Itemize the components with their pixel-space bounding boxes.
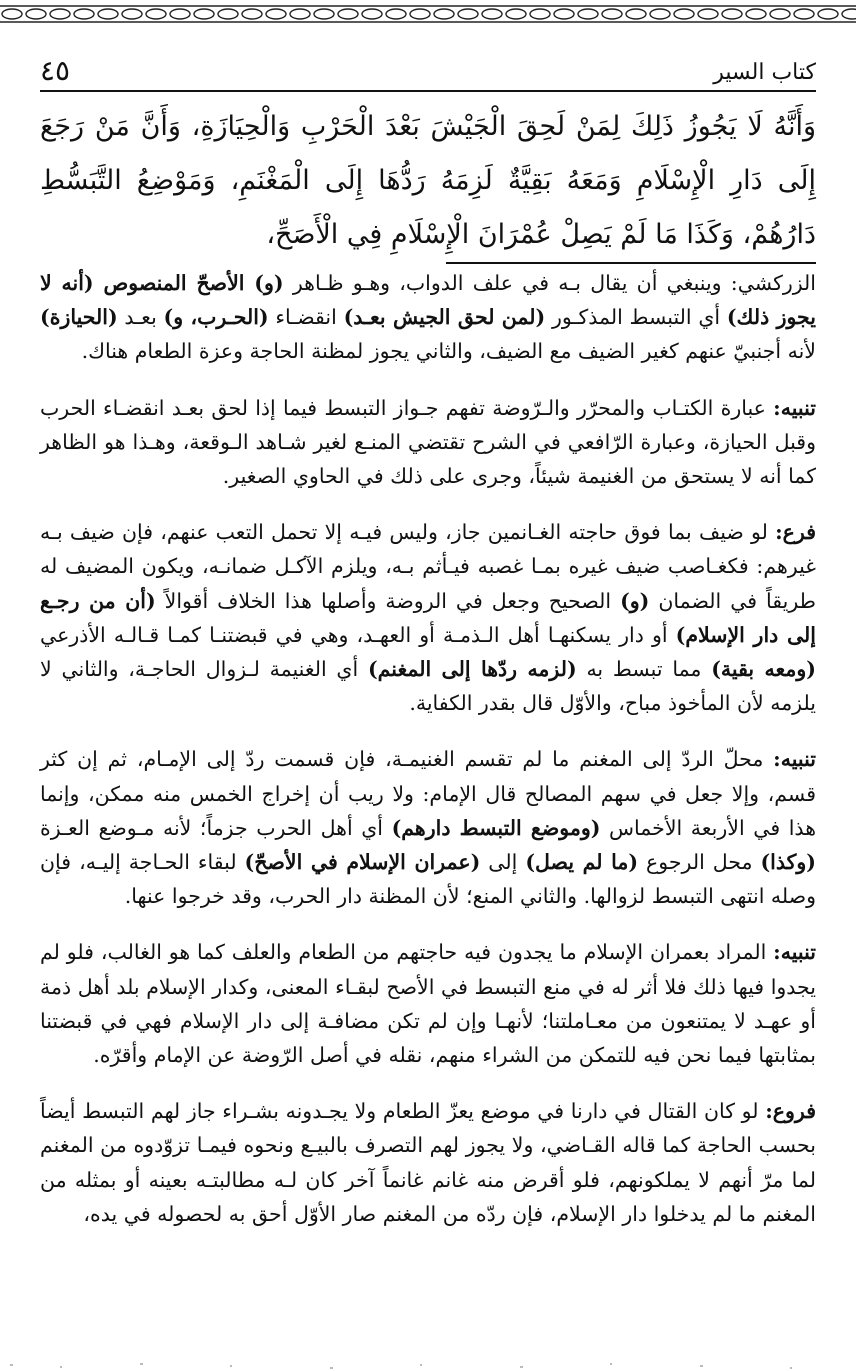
- plain-text: الصحيح وجعل في الروضة وأصلها هذا الخلاف أقوالاً: [155, 588, 621, 613]
- plain-text: مما تبسط به: [576, 657, 712, 682]
- plain-text: أو دار يسكنهـا أهل الـذمـة أو العهـد، وهي في قبضتنـا كمـا قـالـه الأذرعي: [40, 622, 676, 647]
- matn-quote: (لزمه ردّها إلى المغنم): [367, 657, 577, 682]
- commentary-paragraph-5: [40, 935, 816, 1072]
- matn-quote: (لمن لحق الجيش بعـد): [343, 305, 546, 330]
- plain-text: انقضـاء: [268, 305, 344, 330]
- plain-text: المراد بعمران الإسلام ما يجدون فيه حاجتهم من الطعام والعلف كما هو الغالب، فلو لم يجدوا فيها ذلك فلا أثر له في منع التبسط في الأصح لبقـاء المعنى، وكدار الإسلام بلد أهل ذمة أو عهـد لا يمتنعون من معـاملتنا؛ لأنهـا وإن لم تكن مضافـة إلى دار الإسلام فهي في قبضتنا بمثابتها فيما نحن فيه للتمكن من الشراء منهم، نقله في أصل الرّوضة عن الإمام وأقرّه.: [40, 940, 816, 1068]
- page-header: [40, 52, 816, 92]
- book-title: كتاب السير: [713, 60, 816, 85]
- plain-text: محلّ الردّ إلى المغنم ما لم تقسم الغنيمـة، فإن قسمت ردّ إلى الإمـام، ثم إن كثر قسم، وإلا جعل في سهم المصالح قال الإمام: ولا ريب أن إخراج الخمس منه ممكن، وإنما هذا في الأربعة الأخماس: [40, 747, 816, 840]
- scan-edge-noise: [0, 1357, 856, 1371]
- plain-text: محل الرجوع: [638, 850, 761, 875]
- plain-text: أي أهل الحرب جزماً؛ لأنه مـوضع العـزة: [40, 815, 392, 840]
- matn-quote: (ومعه بقية): [711, 657, 816, 682]
- plain-text: بعـد: [117, 305, 164, 330]
- top-border-ornament: [0, 0, 856, 40]
- commentary: [40, 266, 816, 1231]
- matn-quote: (وموضع التبسط دارهم): [391, 815, 601, 840]
- plain-text: لو ضيف بما فوق حاجته الغـانمين جاز، وليس فيـه إلا تحمل التعب عنهم، فإن ضيف بـه غيرهم: فكغـاصب ضيف غيره بمـا غصبه فيـأثم بـه، ويلزم الآكـل ضمانـه، ويكون المضيف له طريقاً في الضمان: [40, 520, 816, 613]
- matn-quote: (و) الأصحّ المنصوص (أنه لا يجوز ذلك): [40, 271, 816, 330]
- commentary-paragraph-1: [40, 266, 816, 369]
- matn-quote: (عمران الإسلام في الأصحّ): [244, 850, 481, 875]
- matn-divider: [446, 262, 816, 264]
- page-number: ٤٥: [40, 54, 71, 87]
- plain-text: إلى: [480, 850, 526, 875]
- plain-text: عبارة الكتـاب والمحرّر والـرّوضة تفهم جـواز التبسط فيما إذا لحق بعـد انقضـاء الحرب وقبل الحيازة، وعبارة الرّافعي في الشرح تقتضي المنـع لغير شـاهد الـوقعة، وهـذا هو الظاهر كما أنه لا يستحق من الغنيمة شيئاً، وجرى على ذلك في الحاوي الصغير.: [40, 395, 816, 489]
- matn-quote: (الحيازة): [40, 305, 118, 330]
- matn-quote: (وكذا): [760, 850, 816, 875]
- plain-text: أي الغنيمة لـزوال الحاجـة، والثاني لا يلزمه لأن المأخوذ مباح، والأوّل قال بقدر الكفاية.: [40, 657, 816, 716]
- commentary-paragraph-2: [40, 391, 816, 494]
- plain-text: لبقاء الحـاجة إليـه، فإن وصله انتهى التبسط لزوالها. والثاني المنع؛ لأن المظنة دار الحرب، وقد خرجوا عنها.: [40, 850, 816, 909]
- matn-quote: (الحـرب، و): [163, 305, 269, 330]
- plain-text: الزركشي: وينبغي أن يقال بـه في علف الدواب، وهـو ظـاهر: [283, 271, 816, 295]
- commentary-paragraph-4: [40, 742, 816, 913]
- plain-text: لأنه أجنبيّ عنهم كغير الضيف مع الضيف، والثاني يجوز لمظنة الحاجة وعزة الطعام هناك.: [81, 339, 816, 364]
- note-label: تنبيه:: [773, 395, 816, 420]
- commentary-paragraph-3: [40, 515, 816, 720]
- plain-text: لو كان القتال في دارنا في موضع يعزّ الطعام ولا يجـدونه بشـراء جاز لهم التبسط أيضاً بحسب الحاجة كما قاله القـاضي، ولا يجوز لهم التصرف بالبيـع ونحوه فيمـا تزوّدوه من المغنم لما مرّ أنهم لا يملكونهم، فلو أقرض منه غانم غانماً آخر كان لـه مطالبتـه بعينه أو بمثله من المغنم ما لم يدخلوا دار الإسلام، فإن ردّه من المغنم صار الأوّل أحق به لحصوله في يده،: [40, 1099, 816, 1226]
- commentary-paragraph-6: [40, 1094, 816, 1231]
- note-label: تنبيه:: [773, 747, 816, 772]
- matn-quote: (و): [620, 588, 650, 613]
- note-label: تنبيه:: [773, 940, 816, 965]
- note-label: فروع:: [765, 1099, 816, 1124]
- matn-text: وَأَنَّهُ لَا يَجُوزُ ذَلِكَ لِمَنْ لَحِقَ الْجَيْشَ بَعْدَ الْحَرْبِ وَالْحِيَازَةِ، وَأَنَّ مَنْ رَجَعَ إِلَى دَارِ الْإِسْلَامِ وَمَعَهُ بَقِيَّةٌ لَزِمَهُ رَدُّهَا إِلَى الْمَغْنَمِ، وَمَوْضِعُ التَّبَسُّطِ دَارُهُمْ، وَكَذَا مَا لَمْ يَصِلْ عُمْرَانَ الْإِسْلَامِ فِي الْأَصَحِّ،: [40, 111, 816, 250]
- matn-quote: (ما لم يصل): [525, 850, 639, 875]
- matn-quote: (أن من رجـع إلى دار الإسلام): [40, 588, 817, 647]
- note-label: فرع:: [775, 520, 816, 545]
- plain-text: أي التبسط المذكـور: [545, 305, 727, 330]
